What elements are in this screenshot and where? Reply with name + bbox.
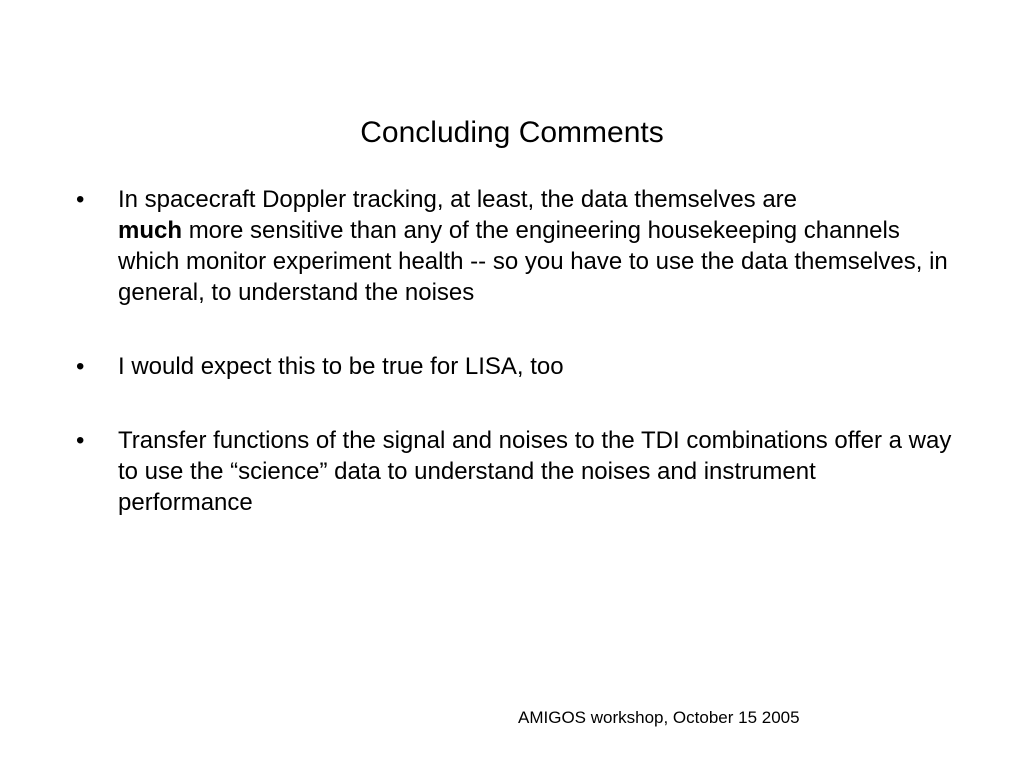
bullet-item-3 — [76, 425, 956, 518]
bullet-text-after: more sensitive than any of the engineering housekeeping channels which monitor experiment health -- so you have to use the data themselves, in general, to understand the noises — [118, 217, 948, 306]
bullet-text: Transfer functions of the signal and noises to the TDI combinations offer a way to use the “science” data to understand the noises and instrument performance — [118, 427, 952, 516]
slide-footer: AMIGOS workshop, October 15 2005 — [518, 708, 800, 727]
bullet-text — [118, 186, 948, 306]
bullet-list — [76, 184, 956, 518]
bullet-text: I would expect this to be true for LISA, too — [118, 353, 564, 380]
bullet-symbol: • — [76, 186, 85, 213]
bullet-symbol: • — [76, 427, 85, 454]
bullet-item-2 — [76, 351, 956, 382]
slide-title: Concluding Comments — [360, 116, 664, 149]
bullet-item-1 — [76, 184, 956, 308]
bullet-symbol: • — [76, 353, 85, 380]
bullet-emphasis: much — [118, 217, 183, 244]
bullet-text-before: In spacecraft Doppler tracking, at least, the data themselves are — [118, 186, 798, 213]
